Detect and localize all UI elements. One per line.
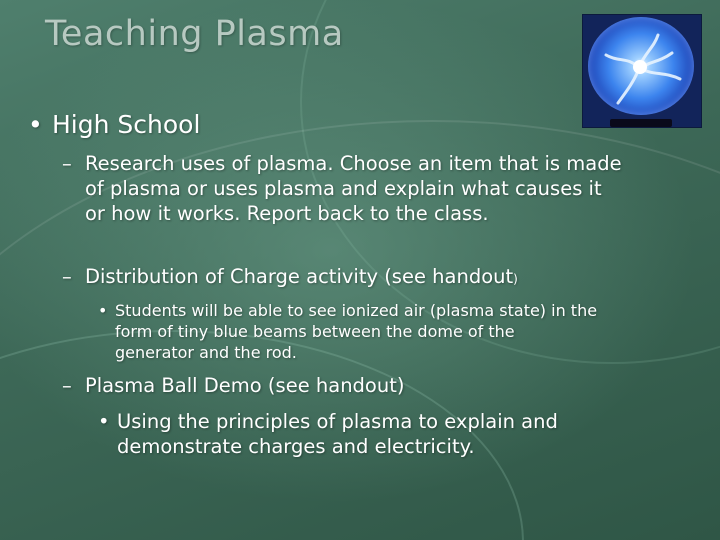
- sub-sub-bullet-text: Students will be able to see ionized air (plasma state) in the form of tiny blue beams between the dome of the generator and the rod.: [115, 301, 598, 362]
- plasma-ball-image: [582, 14, 702, 128]
- sub-sub-bullet-principles: [98, 409, 598, 459]
- bullet-dot-icon: •: [28, 110, 43, 139]
- bullet-dot-icon: •: [98, 301, 108, 320]
- sub-sub-bullet-text: Using the principles of plasma to explain and demonstrate charges and electricity.: [117, 410, 558, 458]
- bullet-text: High School: [52, 110, 201, 139]
- plasma-ball-base: [610, 119, 672, 127]
- sub-bullet-text: Distribution of Charge activity (see handout: [85, 265, 514, 288]
- sub-bullet-text: Plasma Ball Demo (see handout): [85, 374, 405, 397]
- bullet-dot-icon: •: [98, 410, 110, 433]
- dash-icon: –: [62, 152, 72, 175]
- sub-bullet-plasma-ball-demo: [62, 373, 622, 398]
- plasma-ball-icon: [588, 17, 694, 115]
- dash-icon: –: [62, 265, 72, 288]
- bullet-high-school: [28, 110, 200, 139]
- sub-bullet-research: [62, 151, 622, 226]
- sub-bullet-text: Research uses of plasma. Choose an item that is made of plasma or uses plasma and explain what causes it or how it works. Report back to the class.: [85, 152, 622, 225]
- closing-paren: ): [513, 272, 518, 286]
- sub-sub-bullet-students: [98, 300, 598, 363]
- sub-bullet-line: [62, 264, 622, 292]
- plasma-filaments: [588, 17, 694, 115]
- slide-title: Teaching Plasma: [45, 14, 344, 54]
- dash-icon: –: [62, 374, 72, 397]
- sub-bullet-distribution: [62, 264, 622, 292]
